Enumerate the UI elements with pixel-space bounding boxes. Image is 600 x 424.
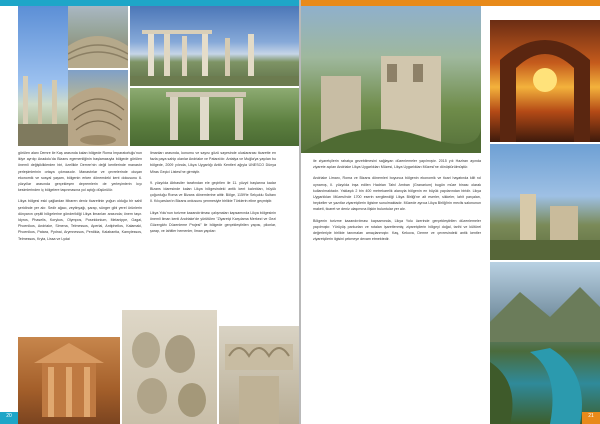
paragraph: limanları arasında, konumu ve sayısı gözü sayesinde uluslararası ticarette en fazla paya sahip olanlar Andriake ve Patara'dır. Antalya ve Muğla'ya yayılan bu bölgede, 2009 yılında, Likya Uygarlığı Antik Kentleri ağıyla UNESCO Dünya Miras Geçici Listesi'ne girmiştir.	[150, 151, 276, 174]
text-column-1	[18, 150, 142, 247]
photo-ruins-greenery	[301, 6, 481, 153]
photo-theater-masks	[122, 310, 217, 424]
paragraph: ile ziyaretçilerin rahatça gezebilmesini sağlayan düzenlemeler yapılmıştır. 2015 yılı Haziran ayında ziyarete açılan Andriake Likya Uygarlıkları Müzesi, Likya Uygarlıkları Müzesi'ne dönüştürülmüştür.	[313, 159, 481, 170]
paragraph: 9. yüzyılda Abbasiler tarafından ele geçirilen ile 11. yüzyıl başlarına kadar Bizans idaresinde kalan Likya bölgesindeki antik kent kalıntıları, büyük çoğunluğu Roma ve Bizans dönemlerine aittir. Bölge, 1159'te Selçuklu Sultanı II. Kılıçarslan'ın Bizans ordusunu yenmesiyle birlikte Türklerin eline geçmiştir.	[150, 180, 276, 204]
photo-sunset-arch	[490, 20, 600, 142]
page-number: 20	[6, 413, 12, 419]
text-column-3	[313, 158, 481, 247]
photo-column-capital	[219, 326, 299, 424]
right-page	[301, 0, 600, 424]
photo-blue-sky-ruins	[18, 6, 68, 146]
paragraph: Likya bölgesi eski çağlardan itibaren deniz ticaretinin yoğun olduğu bir sahil şeridinde yer alır. Sedir ağacı, zeytinyağı, şarap, sünger gibi yerel ürünlerin dünyanın çeşitli bölgelerine gönderildiği Likya limanları arasında; önem taşır. Idyros, Phaselis, Korykos, Olympos, Poseidonium, Melanippe, Gagai, Phoenikos, Andriake, Simena, Telmessos, Aperlai, Antiphellos, Kalamaki, Phoenikos, Patara, Pydnai, Arymnessos, Perdikia, Kalabantia, Kamylessos, Telmessos, Kryia, Lissa ve Lydai	[18, 199, 142, 241]
paragraph: Likya Yolu'nun turizme kazandırılması çalışmaları kapsamında Likya bölgesinin önemli liman kenti Andriake'de yürütülen "Ziyaretçi Karşılama Merkezi ve Gezi Güzergâhı Düzenleme Projesi" ile bölgede gerçekleştirilen yapısı, pilonlar, şarap, ve lahitler hemenler, liman yapıları	[150, 210, 276, 234]
photo-amphitheater	[68, 70, 128, 146]
photo-columns-grass	[130, 88, 299, 146]
left-page	[0, 0, 299, 424]
photo-theater-stones	[68, 6, 128, 68]
page-number: 21	[588, 413, 594, 419]
paragraph: görülen alanı Demre ile Kaş arasında kalan bölgede Roma İmparatorluğu'nun ikiye ayrılıp Anadolu'da Bizans egemenliğinin başlamasıyla bölgede görülen önemli değişikliklerden biri, özellikle Demre'nin değil kentlerinde manastır yerleşimlerinin ortaya çıkmasıdır. Manastırlar ve çevrelerinde oluşan ekonomik ve sosyal yaşam, bölgenin erken dönemdeki kent dokusunu 6. yüzyıllar arasında gerçekleşen depremlerin de yerleşimlerin kıyı kesimlerinden iç bölgelere taşınmasına yol açtığı düşünülür.	[18, 151, 142, 193]
photo-colonnade-sky	[130, 6, 299, 86]
text-column-2	[150, 150, 276, 239]
paragraph: Andriake Limanı, Roma ve Bizans dönemleri boyunca bölgenin ekonomik ve ticari hayatında kilit rol oynamış, II. yüzyılda inşa edilen Hadrian Tahıl Ambarı (Granarium) bugün müze binası olarak kullanılmaktadır. Yaklaşık 2 bin 400 metrekarelik alanıyla bölgenin en büyük yapılarından biridir. Likya Uygarlıkları Müzesi'nde 1700 eserin sergilendiği Likya Birliği'ne ait eserler, sikkeler, lahit parçaları, heykeller ve yazıtlar ziyaretçilerin ilgisine sunulmaktadır. Müzede ayrıca Likya Birliği'nin meclis salonunun maketi, ticaret ve deniz ulaşımına ilişkin buluntular yer alır.	[313, 176, 481, 212]
paragraph: Bölgenin turizme kazandırılması kapsamında, Likya Yolu üzerinde gerçekleştirilen düzenlemeler yapılmıştır. Yürüyüş parkurları ve rotaları işaretlenmiş; ziyaretçilerin bölgeyi doğal, tarihi ve kültürel değerleriyle birlikte tanımaları amaçlanmıştır. Kaş, Kekova, Demre ve çevresindeki antik kentler ziyaretçilerin ilgisini çekmeye devam etmektedir.	[313, 218, 481, 242]
photo-rock-tomb	[18, 337, 120, 424]
photo-lighthouse-ruins	[490, 144, 600, 260]
photo-coastal-valley	[490, 262, 600, 424]
